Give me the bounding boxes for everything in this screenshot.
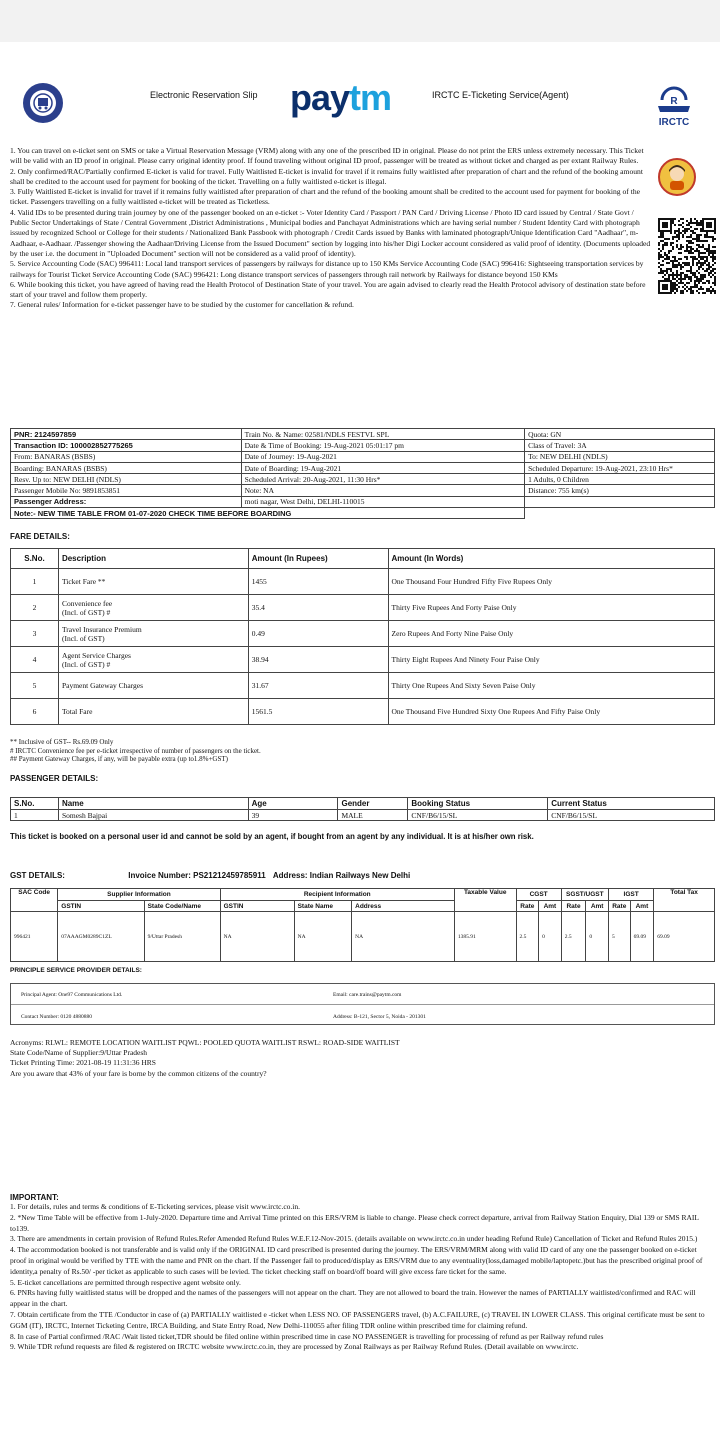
important-item: 7. Obtain certificate from the TTE /Conductor in case of (a) PARTIALLY waitlisted e -ticket when LESS NO. OF PASSENGERS travel, (b) A.C.FAILURE, (c) TRAVEL IN LOWER CLASS. This original certificate must be sent to GGM (IT), IRCTC, Internet Ticketing Centre, IRCA Building, and State Entry Road, New Delhi-110055 after filing TDR online within prescribed time for claiming refund. [10,1309,705,1330]
passenger-mobile: Passenger Mobile No: 9891853851 [11,485,242,496]
fare-description-text: Total Fare [61,707,93,716]
gst-col-total: Total Tax [654,889,715,912]
rule-item: 6. While booking this ticket, you have agreed of having read the Health Protocol of Destination State of your travel. You are again advised to clearly read the Health Protocol advisory of destination state before start of your travel and follow them properly. [10,279,646,300]
rule-item: 1. You can travel on e-ticket sent on SMS or take a Virtual Reservation Message (VRM) along with any one of the prescribed ID in original. Please do not print the ERS unless extremely necessary. This Ticket will be valid with an ID proof in original. Please carry original identity proof. If found traveling without original ID proof, passenger will be treated as without ticket and charged as per extant Railway Rules. [10,146,644,166]
fare-description-text: Ticket Fare ** [61,577,106,586]
passenger-header: Current Status [548,798,715,810]
gst-col-state-code: State Code/Name [144,901,220,912]
gst-col-igst: IGST [608,889,653,901]
important-section [10,1193,710,1353]
fare-description-text: Payment Gateway Charges [61,681,144,690]
gst-recipient-gstin: NA [220,912,294,962]
fare-amount: 38.94 [248,647,388,673]
acronyms-line: Acronyms: RLWL: REMOTE LOCATION WAITLIST PQWL: POOLED QUOTA WAITLIST RSWL: ROAD-SIDE WAITLIST [10,1038,400,1047]
gst-col-state-name: State Name [294,901,352,912]
gst-row [11,912,715,962]
passenger-sno: 1 [11,810,59,821]
to-station: To: NEW DELHI (NDLS) [525,451,715,462]
fare-header: S.No. [11,549,59,569]
pnr-number: PNR: 2124597859 [11,429,242,440]
boarding-station: Boarding: BANARAS (BSBS) [11,462,242,473]
passenger-details-title: PASSENGER DETAILS: [10,774,99,783]
gst-col-amt: Amt [630,901,654,912]
fare-description [58,569,248,595]
fare-amount-words: Thirty Eight Rupees And Ninety Four Paise Only [388,647,715,673]
fare-amount: 31.67 [248,673,388,699]
fare-amount: 1561.5 [248,699,388,725]
scheduled-departure: Scheduled Departure: 19-Aug-2021, 23:10 Hrs* [525,462,715,473]
fare-amount: 1455 [248,569,388,595]
fare-header: Amount (In Words) [388,549,715,569]
passenger-address: moti nagar, West Delhi, DELHI-110015 [241,496,524,507]
important-item: 6. PNRs having fully waitlisted status will be dropped and the names of the passengers will not appear on the chart. They are not allowed to board the train. However the names of PARTIALLY waitlisted/confirmed and RAC will appear in the chart. [10,1288,696,1309]
rule-item: 4. Valid IDs to be presented during train journey by one of the passenger booked on an e-ticket :- Voter Identity Card / Passport / PAN Card / Driving License / Photo ID card issued by Central / State Govt / Public Sector Undertakings of State / Central Government ,District Administrations , Municipal bodies and Panchayat Administrations which are having serial number / Student Identity Card with photograph issued by recognized School or College for their students / Nationalized Bank Passbook with photograph / Credit Cards issued by Banks with laminated photograph/Unique Identification Card "Aadhaar", m-Aadhaar, e-Aadhaar. /Passenger showing the Aadhaar/Driving License from the Issued Document" section by logging into his/her Digi Locker account considered as valid proof of identity. (Documents uploaded by the user i.e. the document in "Uploaded Document" section will not be considered as a valid proof of identity). [10,207,651,258]
gst-igst-rate: 5 [608,912,630,962]
travel-class: Class of Travel: 3A [525,440,715,451]
gst-col-amt: Amt [586,901,609,912]
gst-col-rate: Rate [561,901,586,912]
important-item: 4. The accommodation booked is not transferable and is valid only if the ORIGINAL ID card prescribed is presented during the journey. The ERS/VRM/MRM along with valid ID card of any one the passenger booked on e-ticket proof in original would be verified by TTE with the name and PNR on the chart. If the Passenger fail to produced/display as ERS/VRM due to any eventuality(loss,damaged mobile/laptopetc.)but has the prescribed original proof of identity,a penalty of Rs.50/ -per ticket as applicable to such cases will be levied. The ticket checking staff on board/off board will give excess fare ticket for the same. [10,1245,703,1276]
fare-amount-words: One Thousand Four Hundred Fifty Five Rupees Only [388,569,715,595]
gst-col-sgst: SGST/UGST [561,889,608,901]
gst-cgst-amt: 0 [539,912,562,962]
ers-label: Electronic Reservation Slip [150,90,258,100]
fare-amount-words: Thirty One Rupees And Sixty Seven Paise Only [388,673,715,699]
personal-id-note: This ticket is booked on a personal user id and cannot be sold by an agent, if bought from an agent by any individual. It is at his/her own risk. [10,832,534,841]
acronyms-line: State Code/Name of Supplier:9/Uttar Pradesh [10,1048,148,1058]
journey-date: Date of Journey: 19-Aug-2021 [241,451,524,462]
invoice-number: Invoice Number: PS21212459785911 [128,871,266,880]
fare-amount: 35.4 [248,595,388,621]
important-item: 8. In case of Partial confirmed /RAC /Wait listed ticket,TDR should be filed online within prescribed time in case NO PASSENGER is travelling for processing of refund as per Railway refund rules [10,1331,604,1341]
important-item: 5. E-ticket cancellations are permitted through respective agent website only. [10,1277,241,1287]
fare-sno: 5 [11,673,59,699]
psp-agent: Principal Agent: One97 Communications Ltd. [21,992,123,998]
reservation-upto: Resv. Up to: NEW DELHI (NDLS) [11,474,242,485]
fare-row [11,595,715,621]
gst-col-gstin: GSTIN [58,901,144,912]
gst-recipient-state: NA [294,912,352,962]
passenger-table [10,797,715,821]
fare-description-note: (Incl. of GST) # [61,607,111,617]
fare-description-note: (Incl. of GST) # [61,659,111,669]
fare-amount: 0.49 [248,621,388,647]
fare-row [11,647,715,673]
passenger-row [11,810,715,821]
gst-recipient-address: NA [352,912,455,962]
gst-col-recipient: Recipient Information [220,889,454,901]
indian-railways-logo [22,82,64,124]
svg-text:R: R [670,96,678,107]
scheduled-arrival: Scheduled Arrival: 20-Aug-2021, 11:30 Hrs* [241,474,524,485]
gst-igst-amt: 69.09 [630,912,654,962]
gst-title: GST DETAILS: [10,871,65,880]
fare-sno: 2 [11,595,59,621]
fare-sno: 6 [11,699,59,725]
current-status: CNF/B6/15/SL [548,810,715,821]
passenger-header: Name [58,798,248,810]
address-label: Passenger Address: [11,496,242,507]
passenger-header: Gender [338,798,408,810]
gst-address: Address: Indian Railways New Delhi [272,871,411,880]
fare-sno: 1 [11,569,59,595]
gst-cgst-rate: 2.5 [516,912,539,962]
gst-taxable-value: 1385.91 [454,912,516,962]
acronyms-line: Are you aware that 43% of your fare is borne by the common citizens of the country? [10,1068,267,1078]
gst-gstin: 07AAAGM0289C1ZL [58,912,144,962]
fare-note: ## Payment Gateway Charges, if any, will be payable extra (up to1.8%+GST) [10,755,228,764]
quota: Quota: GN [525,429,715,440]
gst-col-supplier: Supplier Information [58,889,220,901]
irctc-logo [654,76,694,128]
important-item: 9. While TDR refund requests are filed & registered on IRCTC website www.irctc.co.in, they are processed by Zonal Railways as per Railway Refund Rules. (Detail available on www.irctc. [10,1342,579,1352]
from-station: From: BANARAS (BSBS) [11,451,242,462]
distance: Distance: 755 km(s) [525,485,715,496]
ticket-rules [10,146,654,311]
gst-col-taxable: Taxable Value [454,889,516,912]
fare-details-title: FARE DETAILS: [10,532,70,541]
passenger-gender: MALE [338,810,408,821]
fare-description [58,595,248,621]
train-name: Train No. & Name: 02581/NDLS FESTVL SPL [241,429,524,440]
fare-description-text: Convenience fee [61,598,113,608]
psp-box [10,983,715,1025]
psp-address: Address: B-121, Sector 5, Noida - 201301 [333,1014,426,1020]
psp-divider [11,1004,714,1005]
fare-header: Description [58,549,248,569]
booking-status: CNF/B6/15/SL [408,810,548,821]
acronyms-line: Ticket Printing Time: 2021-08-19 11:31:36 HRS [10,1058,156,1068]
paytm-logo: paytm [290,77,392,118]
fare-notes [10,738,261,764]
fare-amount-words: Thirty Five Rupees And Forty Paise Only [388,595,715,621]
timetable-note: Note:- NEW TIME TABLE FROM 01-07-2020 CHECK TIME BEFORE BOARDING [11,508,525,519]
boarding-date: Date of Boarding: 19-Aug-2021 [241,462,524,473]
gst-col-rate: Rate [516,901,539,912]
passenger-age: 39 [248,810,338,821]
gst-col-sac: SAC Code [11,889,58,912]
fare-note: ** Inclusive of GST-- Rs.69.09 Only [10,738,114,746]
gst-col-r-gstin: GSTIN [220,901,294,912]
journey-note: Note: NA [241,485,524,496]
qr-code [658,218,716,294]
fare-description-note: (Incl. of GST) [61,633,105,643]
rule-item: 5. Service Accounting Code (SAC) 996411: Local land transport services of passengers by railways for distance up to 150 KMs Service Accounting Code (SAC) 996416: Sightseeing transportation services by railways for Tourist Ticket Service Accounting Code (SAC) 996421: Long distance transport services of passengers through rail network by Railways for distance beyond 150 KMs [10,259,644,279]
fare-sno: 3 [11,621,59,647]
fare-description [58,673,248,699]
gst-total-tax: 69.09 [654,912,715,962]
fare-row [11,673,715,699]
gst-col-cgst: CGST [516,889,561,901]
fare-description-text: Travel Insurance Premium [61,624,142,634]
psp-contact: Contact Number: 0120 4880880 [21,1014,93,1020]
fare-sno: 4 [11,647,59,673]
mascot-badge-icon [658,158,696,196]
psp-email: Email: care.trains@paytm.com [333,992,402,998]
rule-item: 3. Fully Waitlisted E-ticket is invalid for travel if it remains fully waitlisted after preparation of chart and the refund of the booking amount shall be credited to the account used for payment for booking of the ticket. Passengers travelling on a fully waitlisted e-ticket will be treated as Ticketless. [10,187,640,207]
gst-col-amt: Amt [539,901,562,912]
passenger-header: Age [248,798,338,810]
fare-row [11,569,715,595]
fare-row [11,621,715,647]
transaction-id: Transaction ID: 100002852775265 [11,440,242,451]
passenger-header: S.No. [11,798,59,810]
fare-details-table [10,548,715,725]
fare-description-text: Agent Service Charges [61,650,131,660]
gst-table [10,888,715,962]
fare-description [58,699,248,725]
rule-item: 7. General rules/ Information for e-ticket passenger have to be studied by the customer for cancellation & refund. [10,300,354,310]
irctc-logo-text: IRCTC [658,117,690,128]
rule-item: 2. Only confirmed/RAC/Partially confirmed E-ticket is valid for travel. Fully Waitlisted E-ticket is invalid for travel if it remains fully waitlisted after preparation of chart and the refund of the booking amount shall be credited to the account used for payment for booking of the ticket. Travelling on a fully waitlisted e-ticket is illegal. [10,166,643,186]
passenger-name: Somesh Bajpai [58,810,248,821]
irctc-service-label: IRCTC E-Ticketing Service(Agent) [432,90,569,100]
booking-time: Date & Time of Booking: 19-Aug-2021 05:01:17 pm [241,440,524,451]
important-item: 1. For details, rules and terms & conditions of E-Ticketing services, please visit www.irctc.co.in. [10,1202,301,1211]
gst-state: 9/Uttar Pradesh [144,912,220,962]
gst-col-address: Address [352,901,455,912]
fare-amount-words: One Thousand Five Hundred Sixty One Rupees And Fifty Paise Only [388,699,715,725]
psp-title: PRINCIPLE SERVICE PROVIDER DETAILS: [10,967,142,974]
important-item: 3. There are amendments in certain provision of Refund Rules.Refer Amended Refund Rules W.E.F.12-Nov-2015. (details available on www.irctc.co.in under heading Refund Rule) Cancellation of Ticket and Refund Rules 2015.) [10,1234,698,1244]
fare-description [58,621,248,647]
important-item: 2. *New Time Table will be effective from 1-July-2020. Departure time and Arrival Time printed on this ERS/VRM is liable to change. Please check correct departure, arrival from Railway Station Enquiry, Dial 139 or SMS RAIL to139. [10,1212,699,1233]
fare-amount-words: Zero Rupees And Forty Nine Paise Only [388,621,715,647]
acronyms-block [10,1038,400,1079]
gst-sgst-rate: 2.5 [561,912,586,962]
gst-col-rate: Rate [608,901,630,912]
important-title: IMPORTANT: [10,1193,59,1202]
gst-header [10,871,410,880]
passenger-count: 1 Adults, 0 Children [525,474,715,485]
fare-header: Amount (In Rupees) [248,549,388,569]
fare-note: # IRCTC Convenience fee per e-ticket irrespective of number of passengers on the ticket. [10,746,261,755]
fare-description [58,647,248,673]
passenger-header: Booking Status [408,798,548,810]
fare-row [11,699,715,725]
gst-sgst-amt: 0 [586,912,609,962]
journey-details-table [10,428,715,519]
gst-sac: 996421 [11,912,58,962]
